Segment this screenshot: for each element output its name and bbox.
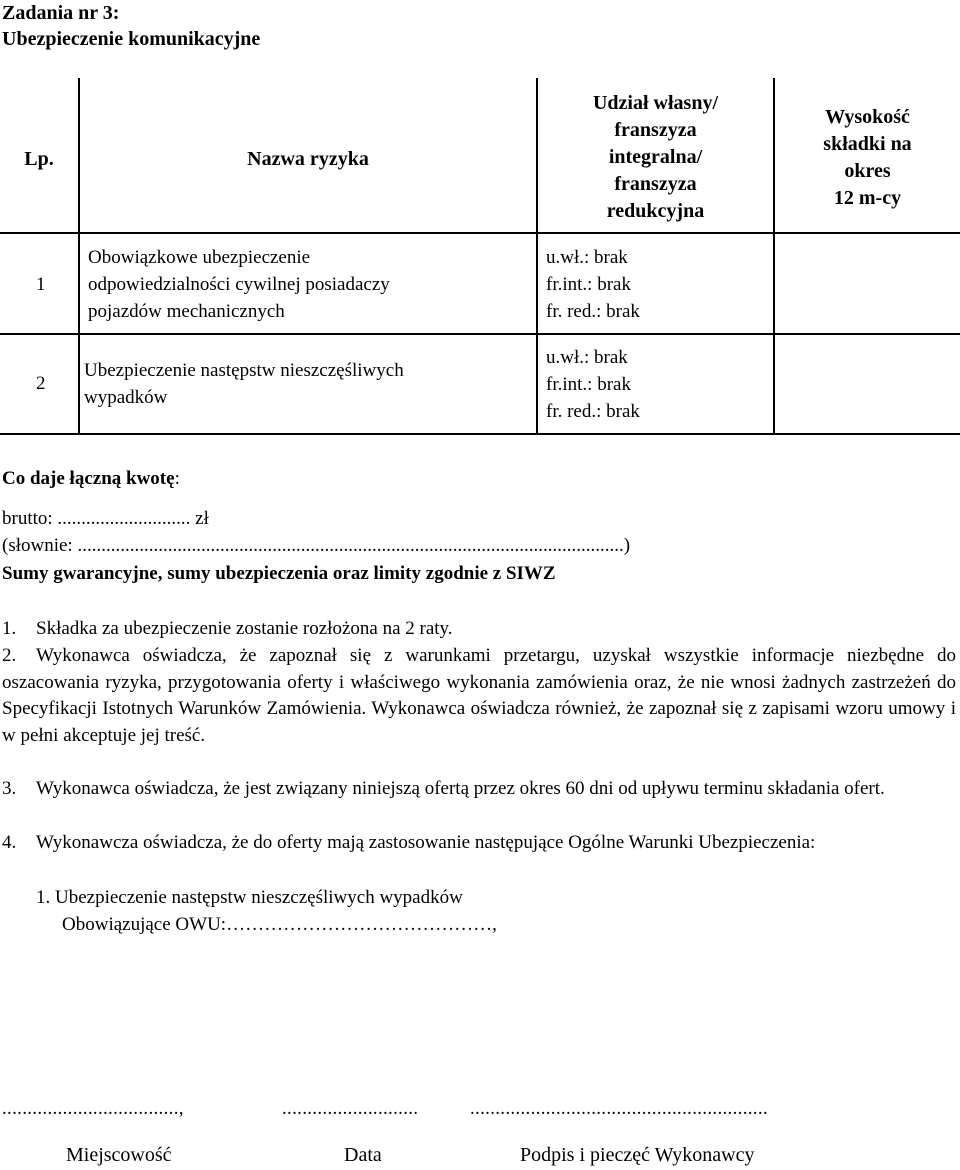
column-header-share	[538, 90, 773, 225]
table-line	[0, 333, 960, 335]
date-dots[interactable]: ...........................	[282, 1098, 419, 1119]
table-line	[78, 78, 80, 435]
text-line: fr. red.: brak	[546, 301, 640, 322]
point-number: 1.	[2, 618, 17, 639]
column-header-premium	[775, 104, 960, 212]
point-text: Wykonawcza oświadcza, że do oferty mają zastosowanie następujące Ogólne Warunki Ubezpieczenia:	[36, 832, 816, 853]
row-share	[546, 244, 640, 325]
text-line: fr. red.: brak	[546, 401, 640, 422]
point-number: 2.	[2, 645, 17, 666]
text-line: u.wł.: brak	[546, 247, 628, 268]
total-label	[2, 468, 180, 490]
document-subtitle: Ubezpieczenie komunikacyjne	[2, 28, 261, 50]
row-risk-name	[84, 357, 404, 411]
row-share	[546, 344, 640, 425]
header-line: Udział własny/	[592, 92, 719, 114]
slownie-line: (słownie: ...................................................................................................................)	[2, 535, 631, 556]
point-text: Wykonawca oświadcza, że zapoznał się z warunkami przetargu, uzyskał wszystkie informacje niezbędne do oszacowania ryzyka, przygotowania oferty i właściwego wykonania zamówienia oraz, że nie wnosi żadnych zastrzeżeń do Specyfikacji Istotnych Warunków Zamówienia. Wykonawca oświadcza również, że zapoznał się z zapisami wzoru umowy i w pełni akceptuje jej treść.	[2, 645, 956, 746]
text-line: odpowiedzialności cywilnej posiadaczy	[88, 274, 390, 295]
point-number: 3.	[2, 778, 17, 799]
total-label-text: Co daje łączną kwotę	[2, 468, 175, 489]
header-line: integralna/	[608, 146, 703, 168]
text-line: fr.int.: brak	[546, 274, 631, 295]
header-line: redukcyjna	[606, 200, 705, 222]
place-dots[interactable]: ...................................,	[2, 1098, 184, 1119]
point-2	[2, 643, 956, 749]
header-line: Wysokość	[825, 106, 910, 128]
text-line: pojazdów mechanicznych	[88, 301, 285, 322]
column-header-name: Nazwa ryzyka	[247, 148, 369, 170]
point-4	[2, 830, 956, 857]
text-line: Ubezpieczenie następstw nieszczęśliwych	[84, 360, 404, 381]
sums-heading: Sumy gwarancyjne, sumy ubezpieczenia oraz limity zgodnie z SIWZ	[2, 563, 556, 584]
header-line: 12 m-cy	[833, 187, 902, 209]
header-line: okres	[844, 160, 891, 182]
brutto-line: brutto: ............................ zł	[2, 508, 209, 529]
text-line: wypadków	[84, 387, 168, 408]
total-label-colon: :	[174, 468, 180, 489]
text-line: Obowiązkowe ubezpieczenie	[88, 247, 311, 268]
text-line: u.wł.: brak	[546, 347, 628, 368]
row-lp: 1	[36, 274, 46, 295]
row-risk-name	[88, 244, 390, 325]
table-line	[0, 232, 960, 234]
signature-dots[interactable]: ...........................................................	[470, 1098, 768, 1119]
header-line: franszyza	[614, 173, 697, 195]
owu-item: 1. Ubezpieczenie następstw nieszczęśliwych wypadków	[36, 887, 463, 908]
header-line: franszyza	[614, 119, 697, 141]
point-text: Składka za ubezpieczenie zostanie rozłożona na 2 raty.	[36, 618, 453, 639]
header-line: składki na	[823, 133, 912, 155]
signature-label: Podpis i pieczęć Wykonawcy	[520, 1144, 755, 1166]
date-label: Data	[344, 1144, 382, 1166]
column-header-lp: Lp.	[24, 148, 54, 170]
place-label: Miejscowość	[66, 1144, 172, 1166]
text-line: fr.int.: brak	[546, 374, 631, 395]
point-3	[2, 776, 956, 803]
point-1	[2, 616, 956, 643]
owu-field[interactable]: Obowiązujące OWU:……………………………………,	[62, 914, 497, 935]
document-title: Zadania nr 3:	[2, 2, 120, 24]
point-number: 4.	[2, 832, 17, 853]
point-text: Wykonawca oświadcza, że jest związany niniejszą ofertą przez okres 60 dni od upływu terminu składania ofert.	[36, 778, 885, 799]
table-line	[0, 433, 960, 435]
row-lp: 2	[36, 373, 46, 394]
